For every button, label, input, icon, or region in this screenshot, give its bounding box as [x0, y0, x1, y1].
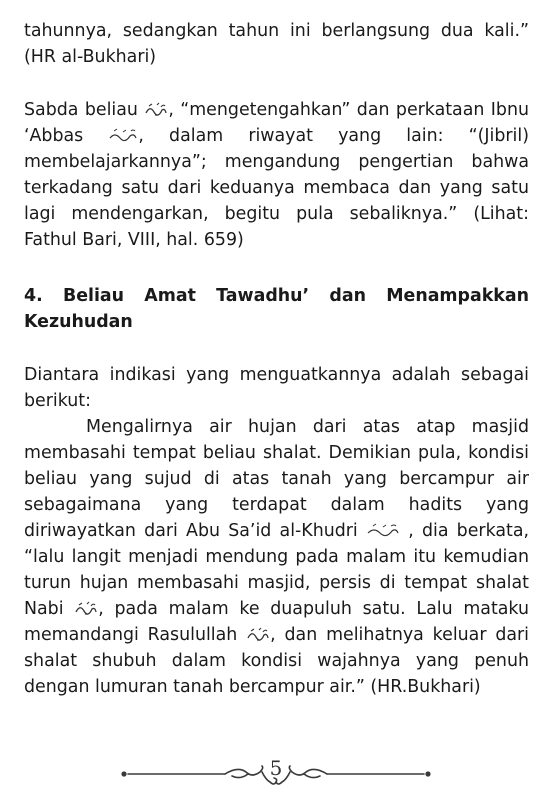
text-line: membasahi tempat beliau shalat. Demikian pula, kondisi	[24, 443, 529, 463]
text-line: memandangi Rasulullah , dan melihatnya keluar dari	[24, 625, 529, 645]
text-line: ‘Abbas , dalam riwayat yang lain: “(Jibril)	[24, 126, 529, 146]
text-line: Fathul Bari, VIII, hal. 659)	[24, 230, 244, 250]
text-line: terkadang satu dari keduanya membaca dan yang satu	[24, 178, 529, 198]
calligraphy-honorific-icon	[366, 522, 400, 538]
page-footer	[0, 752, 552, 792]
text-line: membelajarkannya”; mengandung pengertian bahwa	[24, 152, 529, 172]
page-number: 5	[269, 756, 283, 780]
text-line: (HR al-Bukhari)	[24, 47, 157, 67]
calligraphy-honorific-icon	[246, 626, 270, 642]
text-line: diriwayatkan dari Abu Sa’id al-Khudri , dia berkata,	[24, 521, 529, 541]
section-heading: 4. Beliau Amat Tawadhu’ dan Menampakkan	[24, 286, 529, 306]
text-line: shalat shubuh dalam kondisi wajahnya yang penuh	[24, 651, 529, 671]
section-heading: Kezuhudan	[24, 312, 133, 332]
text-line: Diantara indikasi yang menguatkannya adalah sebagai	[24, 365, 529, 385]
calligraphy-honorific-icon	[144, 101, 168, 117]
text-line: sebagaimana yang terdapat dalam hadits yang	[24, 495, 529, 515]
calligraphy-honorific-icon	[108, 127, 138, 143]
text-line: Mengalirnya air hujan dari atas atap masjid	[86, 417, 529, 437]
text-line: berikut:	[24, 391, 91, 411]
text-line: dengan lumuran tanah bercampur air.” (HR.Bukhari)	[24, 677, 481, 697]
text-line: “lalu langit menjadi mendung pada malam itu kemudian	[24, 547, 529, 567]
text-line: beliau yang sujud di atas tanah yang bercampur air	[24, 469, 529, 489]
text-line: Sabda beliau , “mengetengahkan” dan perkataan Ibnu	[24, 100, 529, 120]
text-line: Nabi , pada malam ke duapuluh satu. Lalu mataku	[24, 599, 529, 619]
text-line: lagi mendengarkan, begitu pula sebaliknya.” (Lihat:	[24, 204, 529, 224]
calligraphy-honorific-icon	[74, 600, 98, 616]
text-line: tahunnya, sedangkan tahun ini berlangsung dua kali.”	[24, 21, 529, 41]
text-line: turun hujan membasahi masjid, persis di tempat shalat	[24, 573, 529, 593]
